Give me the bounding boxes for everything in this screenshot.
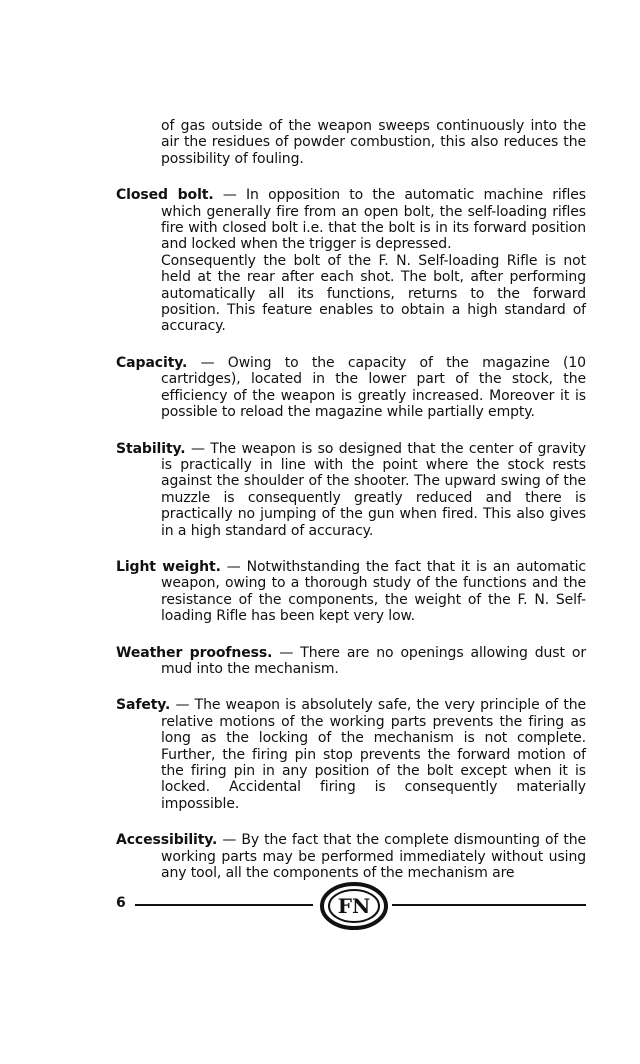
footer-rule-right <box>392 904 586 906</box>
section-safety <box>116 697 586 812</box>
section-stability <box>116 441 586 539</box>
section-text: — There are no openings allowing dust or mud into the mechanism. <box>161 644 586 677</box>
section-light-weight <box>116 559 586 625</box>
term-safety: Safety. <box>116 697 171 714</box>
section-capacity <box>116 355 586 421</box>
section-text-continued: Consequently the bolt of the F. N. Self-loading Rifle is not held at the rear after each shot. The bolt, after performing automatically all its functions, returns to the forward position. This feature enables to obtain a high standard of accuracy. <box>161 252 586 335</box>
page-footer <box>0 882 640 930</box>
term-light-weight: Light weight. <box>116 558 221 575</box>
term-capacity: Capacity. <box>116 354 188 371</box>
section-weather-proofness <box>116 645 586 678</box>
section-text: — The weapon is absolutely safe, the very principle of the relative motions of the working parts prevents the firing as long as the locking of the mechanism is not complete. Further, the firing pin stop prevents the forward motion of the firing pin in any position of the bolt except when it is locked. Accidental firing is consequently materially impossible. <box>161 697 586 812</box>
term-weather-proofness: Weather proofness. <box>116 644 273 661</box>
page-number: 6 <box>116 895 126 911</box>
section-closed-bolt <box>116 187 586 335</box>
fn-logo-icon <box>320 882 388 930</box>
continuation-paragraph <box>116 118 586 167</box>
term-accessibility: Accessibility. <box>116 832 218 849</box>
section-text: — Owing to the capacity of the magazine (10 cartridges), located in the lower part of the stock, the efficiency of the weapon is greatly increased. Moreover it is possible to reload the magazine while partially empty. <box>161 354 586 421</box>
logo-text: FN <box>337 894 371 918</box>
section-text: — By the fact that the complete dismounting of the working parts may be performed immediately without using any tool, all the components of the mechanism are <box>161 832 586 882</box>
section-accessibility <box>116 832 586 881</box>
term-closed-bolt: Closed bolt. <box>116 187 214 204</box>
section-text: — Notwithstanding the fact that it is an automatic weapon, owing to a thorough study of the functions and the resistance of the components, the weight of the F. N. Self-loading Rifle has been kept very low. <box>161 558 586 625</box>
section-text: — In opposition to the automatic machine rifles which generally fire from an open bolt, the self-loading rifles fire with closed bolt i.e. that the bolt is in its forward position and locked when the trigger is depressed. <box>161 187 586 253</box>
section-text: — The weapon is so designed that the center of gravity is practically in line with the point where the stock rests against the shoulder of the shooter. The upward swing of the muzzle is consequently greatly reduced and there is practically no jumping of the gun when fired. This also gives in a high standard of accuracy. <box>161 440 586 539</box>
body-text <box>116 118 586 901</box>
footer-rule-left <box>135 904 313 906</box>
term-stability: Stability. <box>116 440 186 457</box>
continuation-text: of gas outside of the weapon sweeps continuously into the air the residues of powder combustion, this also reduces the possibility of fouling. <box>161 118 586 167</box>
